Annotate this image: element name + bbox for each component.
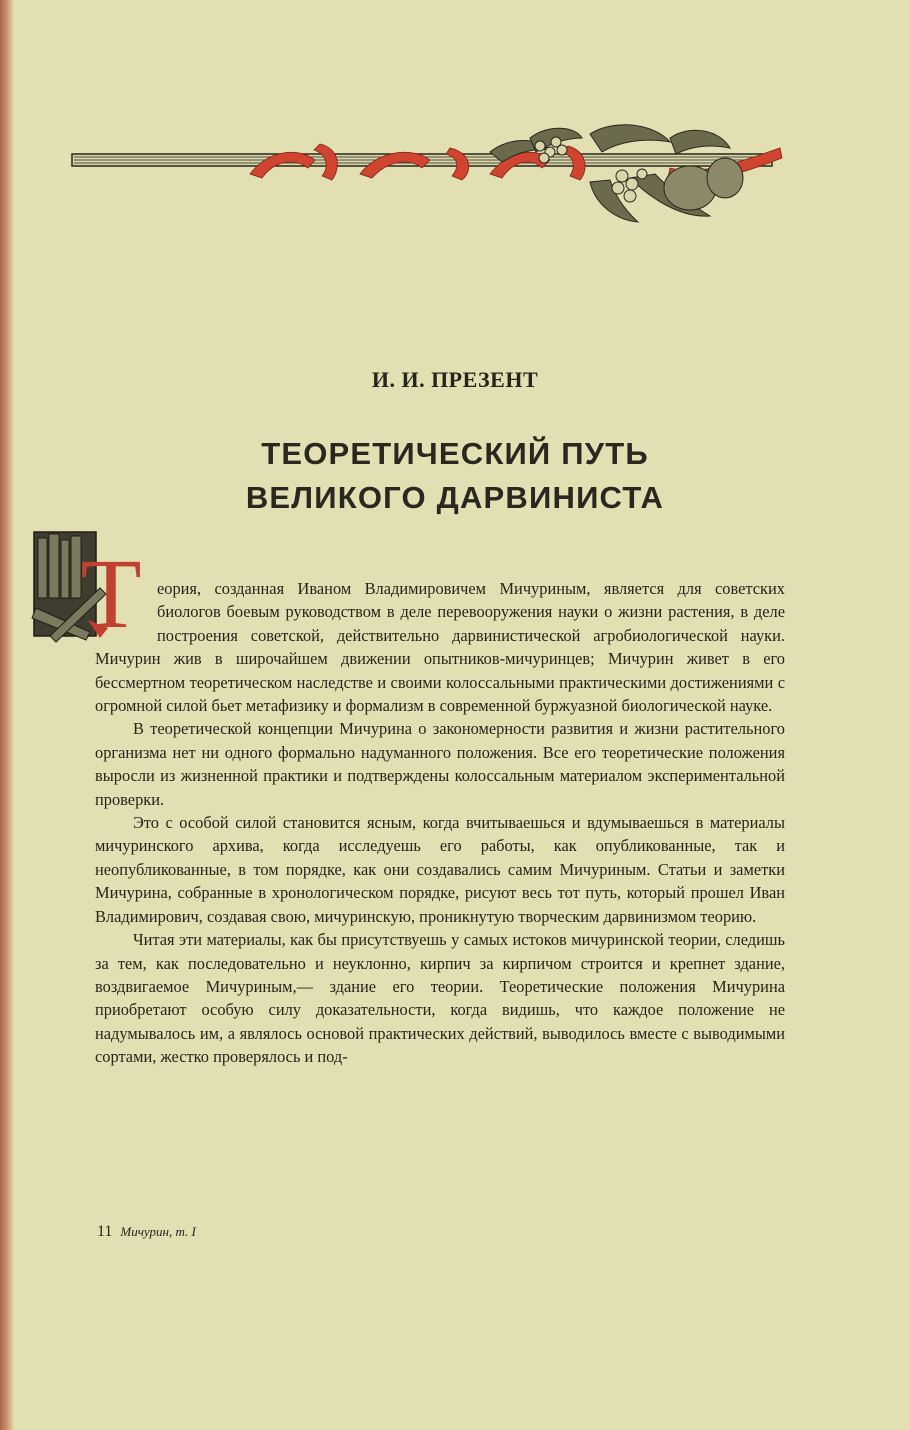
- paragraph-1-text: еория, созданная Иваном Владимировичем Мичуриным, является для советских биологов боевым руководством в деле перевооружения науки о жизни растения, в деле построения советской, действительно дарвинистической агробиологической науки. Мичурин жив в широчайшем движении опытников-мичуринцев; Мичурин живет в его бессмертном теоретическом наследстве и своими колоссальными практическими достижениями с огромной силой бьет метафизику и формализм в современной буржуазной биологической науке.: [95, 579, 785, 716]
- page-footer: [97, 1223, 196, 1241]
- article-body: [95, 577, 785, 1069]
- printer-signature: 11: [97, 1223, 113, 1240]
- paragraph-4: Читая эти материалы, как бы присутствуешь у самых истоков мичуринской теории, следишь за тем, как последовательно и неуклонно, кирпич за кирпичом строится и крепнет здание, воздвигаемое Мичуриным,— здание его теории. Теоретические положения Мичурина приобретают особую силу доказательности, когда видишь, что каждое положение не надумывалось им, а являлось основой практических действий, выводилось вместе с выводимыми сортами, жестко проверялось и под-: [95, 930, 785, 1067]
- dropcap-wrap-space: [95, 577, 157, 647]
- dropcap-letter: Т: [80, 538, 142, 649]
- paragraph-1: [95, 577, 785, 717]
- footer-label: Мичурин, т. I: [120, 1224, 196, 1239]
- title-line-1: ТЕОРЕТИЧЕСКИЙ ПУТЬ: [261, 436, 649, 471]
- article-title: [0, 432, 910, 520]
- article-author: И. И. ПРЕЗЕНТ: [371, 367, 539, 392]
- title-line-2: ВЕЛИКОГО ДАРВИНИСТА: [245, 480, 665, 515]
- paragraph-3: Это с особой силой становится ясным, когда вчитываешься и вдумываешься в материалы мичуринского архива, когда исследуешь его работы, как опубликованные, так и неопубликованные, в том порядке, как они создавались самим Мичуриным. Статьи и заметки Мичурина, собранные в хронологическом порядке, рисуют весь тот путь, который прошел Иван Владимирович, создавая свою, мичуринскую, проникнутую творческим дарвинизмом теорию.: [95, 813, 785, 926]
- header-ornament: [70, 118, 786, 228]
- page-spine-edge: [0, 0, 14, 1430]
- paragraph-2: В теоретической концепции Мичурина о закономерности развития и жизни растительного организма нет ни одного формально надуманного положения. Все его теоретические положения выросли из жизненной практики и подтверждены колоссальным материалом экспериментальной проверки.: [95, 719, 785, 809]
